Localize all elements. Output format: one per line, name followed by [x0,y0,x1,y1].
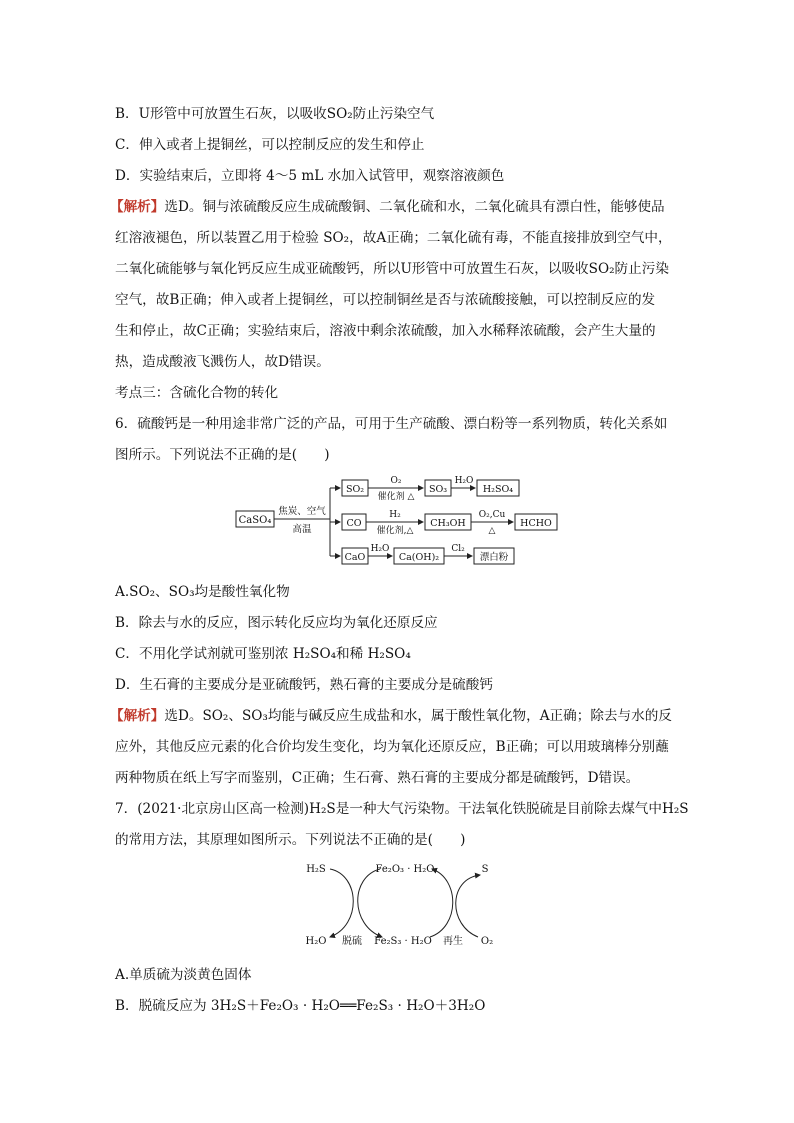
row2-cond-1-bottom: 催化剂,△ [376,526,414,536]
q6-stem-line-2: 图所示。下列说法不正确的是( ) [115,447,330,463]
row2-cond-1-top: H₂ [389,510,401,520]
fe2o3-h2o-label: Fe₂O₃ · H₂O [375,864,435,875]
q7-stem-line-2: 的常用方法，其原理如图所示。下列说法不正确的是( ) [115,832,466,848]
caso4-label: CaSO₄ [238,515,272,526]
row2-cond-2-top: O₂,Cu [478,510,506,520]
q6-analysis-line-1: 【解析】选D。SO₂、SO₃均能与碱反应生成盐和水，属于酸性氧化物，A正确；除去与水的反 [110,708,672,724]
row3-cond-1-top: H₂O [370,544,390,554]
analysis-tag: 【解析】 [110,708,165,724]
h2o-label: H₂O [305,936,327,947]
cao-label: CaO [344,552,366,563]
q5-analysis-line-3: 二氧化硫能够与氧化钙反应生成亚硫酸钙，所以U形管中可放置生石灰，以吸收SO₂防止污染 [115,261,669,277]
row1-cond-1-top: O₂ [390,476,402,486]
regenerate-label: 再生 [443,936,463,947]
right-arc-inner [430,869,453,937]
q7-stem-line-1: 7．(2021·北京房山区高一检测)H₂S是一种大气污染物。干法氧化铁脱硫是目前除去煤气中H₂S [115,801,689,817]
q5-analysis-line-6: 热，造成酸液飞溅伤人，故D错误。 [115,354,330,370]
row1-cond-2-top: H₂O [454,476,474,486]
left-arc-outer [330,869,353,937]
row1-cond-1-bottom: 催化剂 △ [377,492,415,502]
so2-label: SO₂ [345,484,365,495]
q6-conversion-diagram [230,470,570,575]
q5-analysis-line-5: 生和停止，故C正确；实验结束后，溶液中剩余浓硫酸，加入水稀释浓硫酸，会产生大量的 [115,323,656,339]
hcho-label: HCHO [520,518,552,529]
right-arc-outer [456,875,480,937]
s-label: S [481,864,489,875]
q6-analysis-line-3: 两种物质在纸上写字而鉴别，C正确；生石膏、熟石膏的主要成分都是硫酸钙，D错误。 [115,770,640,786]
fe2s3-h2o-label: Fe₂S₃ · H₂O [374,936,432,947]
q7-option-b: B．脱硫反应为 3H₂S＋Fe₂O₃ · H₂O══Fe₂S₃ · H₂O＋3H₂O [115,998,486,1014]
q6-option-c: C．不用化学试剂就可鉴别浓 H₂SO₄和稀 H₂SO₄ [115,646,411,662]
q5-option-d: D．实验结束后，立即将 4～5 mL 水加入试管甲，观察溶液颜色 [115,168,505,184]
q6-analysis-line-2: 应外，其他反应元素的化合价均发生变化，均为氧化还原反应，B正确；可以用玻璃棒分别蘸 [115,739,669,755]
h2s-label: H₂S [306,864,326,875]
q5-option-b: B．U形管中可放置生石灰，以吸收SO₂防止污染空气 [115,106,435,122]
q5-option-c: C．伸入或者上提铜丝，可以控制反应的发生和停止 [115,137,425,153]
analysis-tag: 【解析】 [110,199,165,215]
ch3oh-label: CH₃OH [430,518,466,529]
q6-stem-line-1: 6．硫酸钙是一种用途非常广泛的产品，可用于生产硫酸、漂白粉等一系列物质，转化关系如 [115,416,668,432]
h2so4-label: H₂SO₄ [482,484,514,495]
caoh2-label: Ca(OH)₂ [398,552,440,563]
section-heading: 考点三：含硫化合物的转化 [115,385,279,401]
q5-analysis-line-4: 空气，故B正确；伸入或者上提铜丝，可以控制铜丝是否与浓硫酸接触，可以控制反应的发 [115,292,656,308]
so3-label: SO₃ [428,484,448,495]
q7-option-a: A.单质硫为淡黄色固体 [115,967,252,983]
q6-option-b: B．除去与水的反应，图示转化反应均为氧化还原反应 [115,615,438,631]
desulfurize-label: 脱硫 [342,936,362,947]
row2-cond-2-bottom: △ [488,526,496,536]
bleach-label: 漂白粉 [479,552,509,563]
q6-option-a: A.SO₂、SO₃均是酸性氧化物 [115,584,290,600]
left-arc-inner [358,869,382,937]
co-label: CO [346,518,362,529]
o2-label: O₂ [480,936,494,947]
main-cond-top: 焦炭、空气 [278,506,326,517]
main-cond-bottom: 高温 [292,524,312,535]
row3-cond-2-top: Cl₂ [451,544,465,554]
q5-analysis-line-1: 【解析】选D。铜与浓硫酸反应生成硫酸铜、二氧化硫和水，二氧化硫具有漂白性，能够使品 [110,199,665,215]
q6-option-d: D．生石膏的主要成分是亚硫酸钙，熟石膏的主要成分是硫酸钙 [115,677,493,693]
q7-desulfurization-diagram [300,855,510,955]
q5-analysis-line-2: 红溶液褪色，所以装置乙用于检验 SO₂，故A正确；二氧化硫有毒，不能直接排放到空气中， [115,230,672,246]
